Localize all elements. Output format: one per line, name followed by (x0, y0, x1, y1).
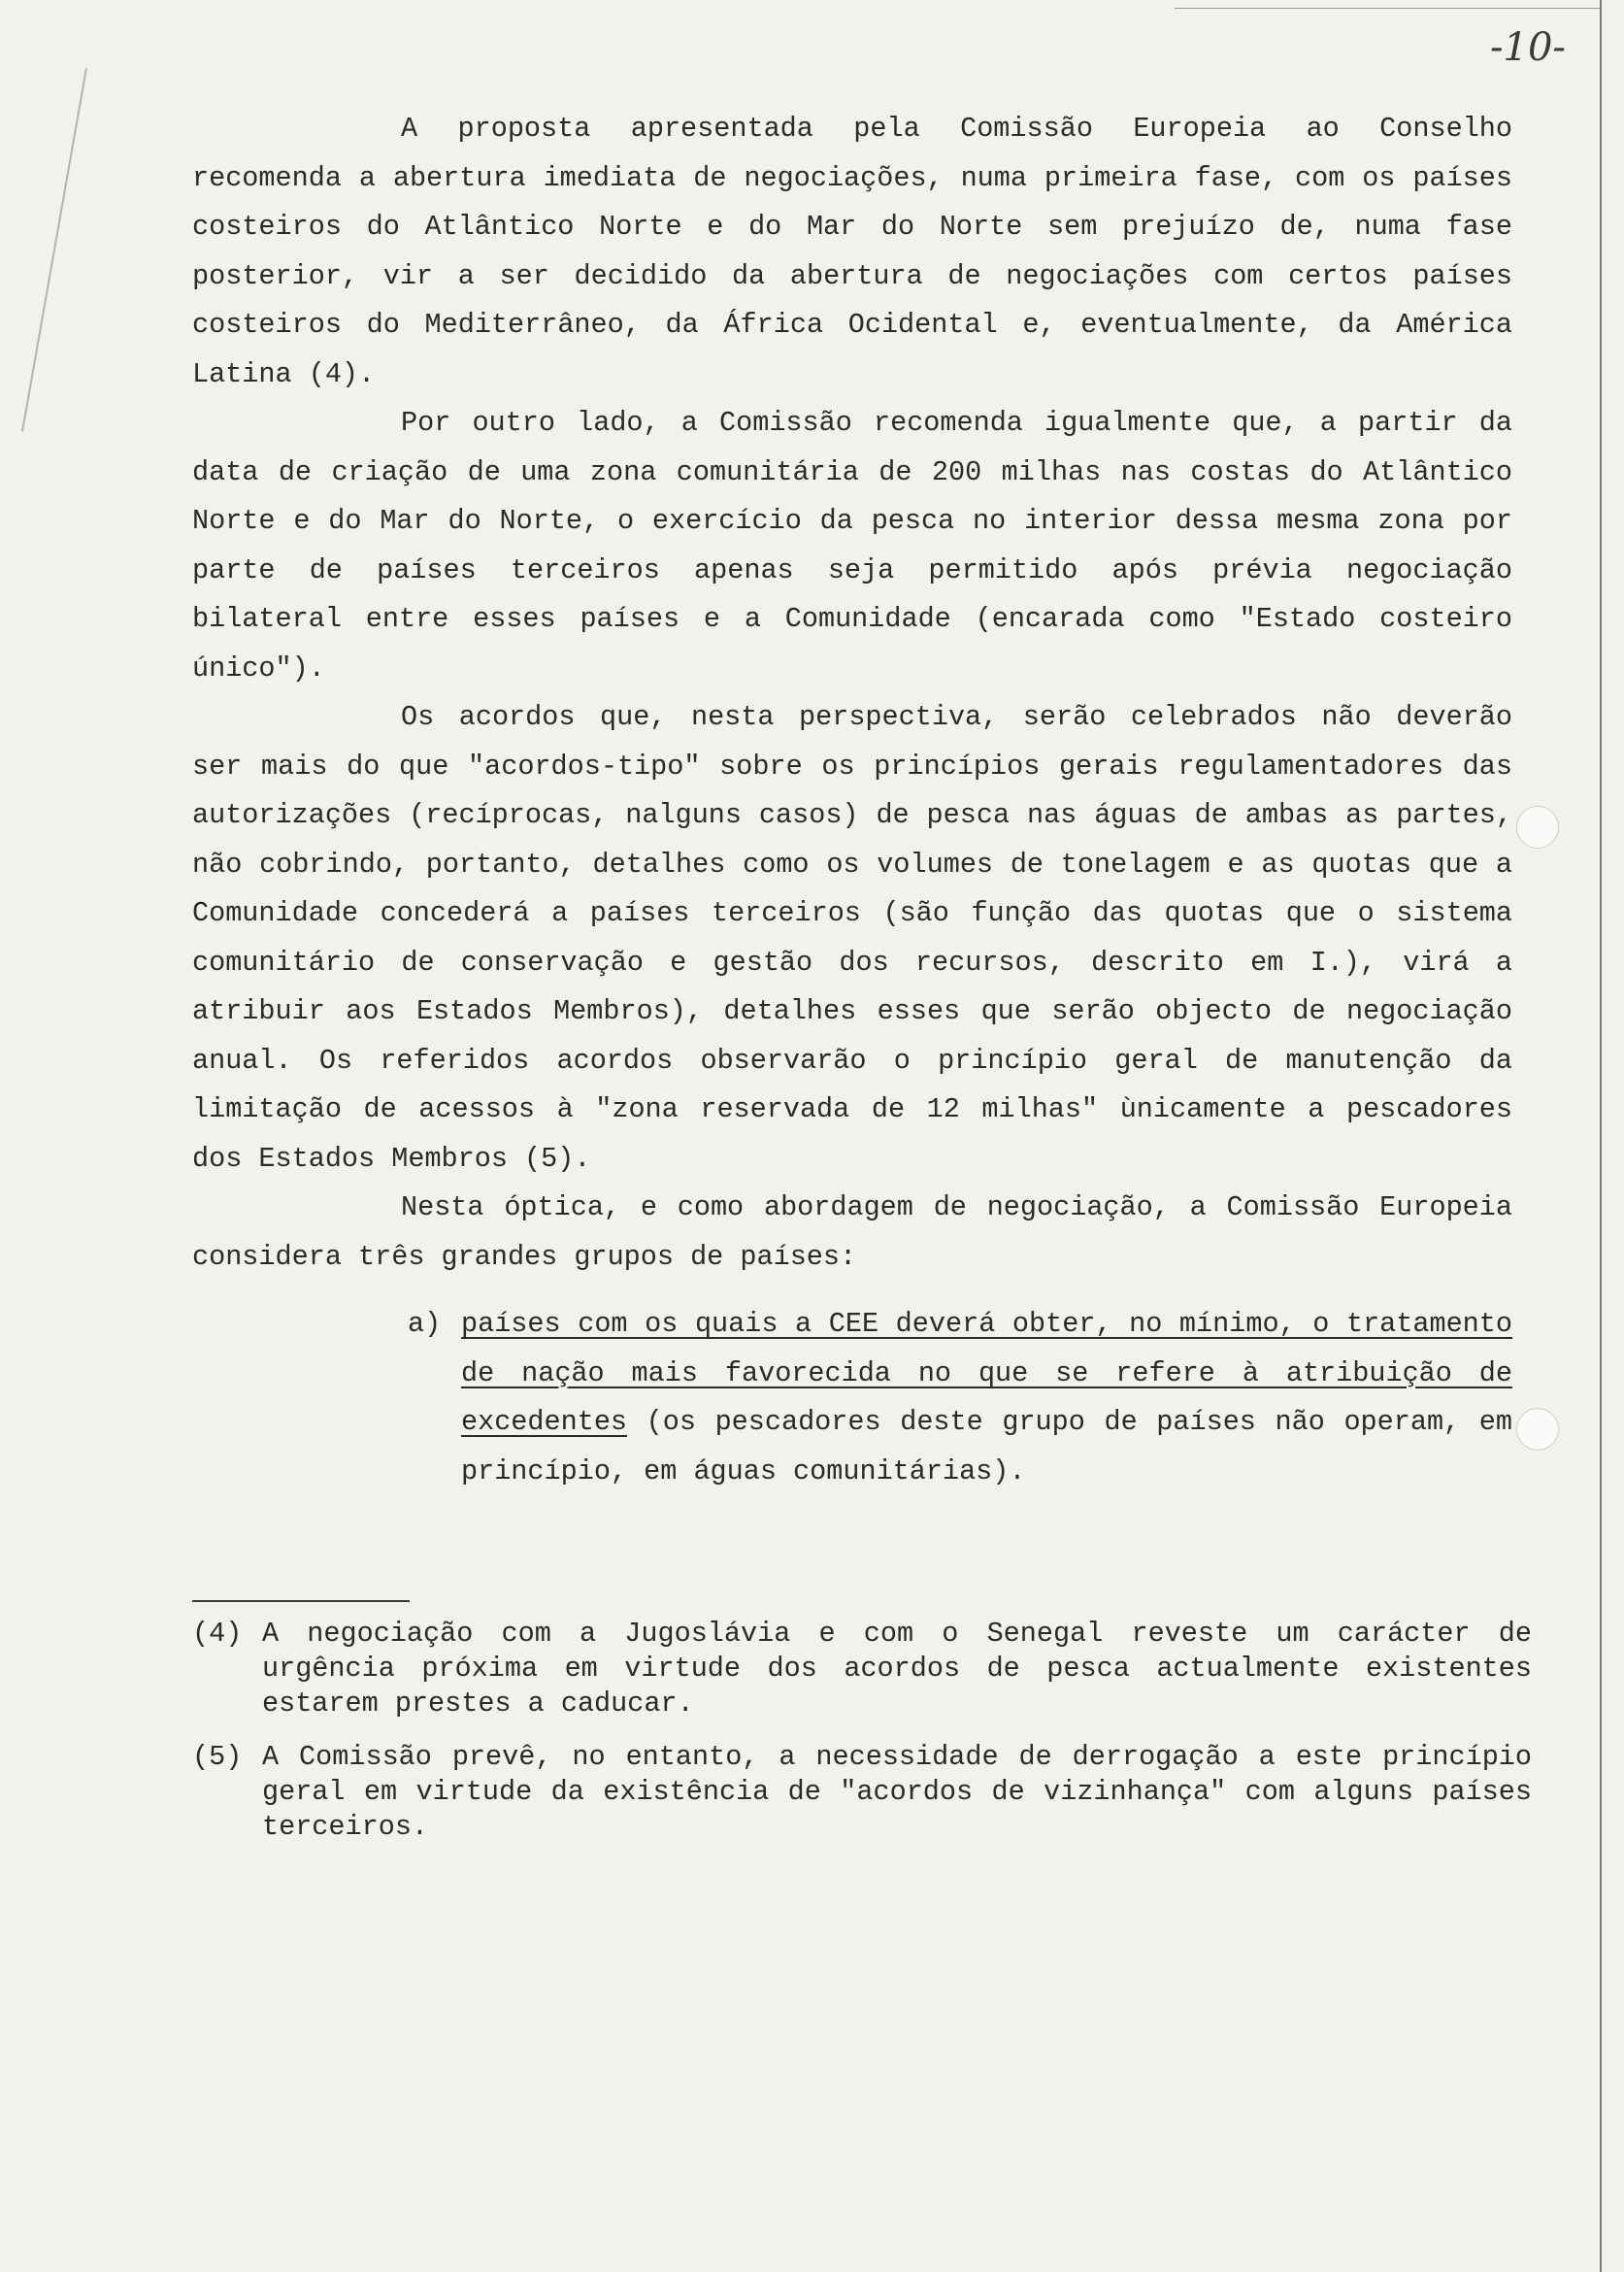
list-item-body (461, 1300, 1512, 1496)
punch-hole-upper (1516, 806, 1559, 849)
footnote (192, 1617, 1532, 1721)
footnote-text: A Comissão prevê, no entanto, a necessidade de derrogação a este princípio geral em virtude da existência de "acordos de vizinhança" com alguns países terceiros. (262, 1741, 1532, 1843)
list-marker: a) (408, 1308, 442, 1340)
underlined-text: países com os quais a CEE deverá obter, no mínimo, o tratamento de nação mais favorecida no que se refere à atribuição de excedentes (461, 1308, 1512, 1438)
list-item-a (408, 1300, 1512, 1496)
page-top-edge-line (1175, 8, 1602, 9)
footnote-mark: (4) (192, 1618, 243, 1650)
paragraph-country-groups: Nesta óptica, e como abordagem de negociação, a Comissão Europeia considera três grandes grupos de países: (192, 1191, 1512, 1273)
main-body (192, 105, 1512, 1282)
footnote-text: A negociação com a Jugoslávia e com o Senegal reveste um carácter de urgência próxima em virtude dos acordos de pesca actualmente existentes estarem prestes a caducar. (262, 1618, 1532, 1720)
footnote-mark: (5) (192, 1741, 243, 1773)
punch-hole-lower (1516, 1408, 1559, 1451)
paragraph-bilateral-negotiation: Por outro lado, a Comissão recomenda igualmente que, a partir da data de criação de uma zona comunitária de 200 milhas nas costas do Atlântico Norte e do Mar do Norte, o exercício da pesca no interior dessa mesma zona por parte de países terceiros apenas seja permitido após prévia negociação bilateral entre esses países e a Comunidade (encarada como "Estado costeiro único"). (192, 407, 1512, 685)
list-item-rest: (os pescadores deste grupo de países não operam, em princípio, em águas comunitárias). (461, 1406, 1512, 1487)
footnote-separator (192, 1600, 410, 1602)
paragraph-proposal: A proposta apresentada pela Comissão Europeia ao Conselho recomenda a abertura imediata de negociações, numa primeira fase, com os países costeiros do Atlântico Norte e do Mar do Norte sem prejuízo de, numa fase posterior, vir a ser decidido da abertura de negociações com certos países costeiros do Mediterrâneo, da África Ocidental e, eventualmente, da América Latina (4). (192, 113, 1512, 390)
page-right-edge (1600, 0, 1602, 2272)
page-number: -10- (1490, 25, 1566, 70)
paragraph-agreements: Os acordos que, nesta perspectiva, serão celebrados não deverão ser mais do que "acordos-tipo" sobre os princípios gerais regulamentadores das autorizações (recíprocas, nalguns casos) de pesca nas águas de ambas as partes, não cobrindo, portanto, detalhes como os volumes de tonelagem e as quotas que a Comunidade concederá a países terceiros (são função das quotas que o sistema comunitário de conservação e gestão dos recursos, descrito em I.), virá a atribuir aos Estados Membros), detalhes esses que serão objecto de negociação anual. Os referidos acordos observarão o princípio geral de manutenção da limitação de acessos à "zona reservada de 12 milhas" ùnicamente a pescadores dos Estados Membros (5). (192, 701, 1512, 1175)
footnote (192, 1740, 1532, 1845)
footnotes (192, 1617, 1532, 1863)
margin-pencil-line (21, 68, 87, 432)
